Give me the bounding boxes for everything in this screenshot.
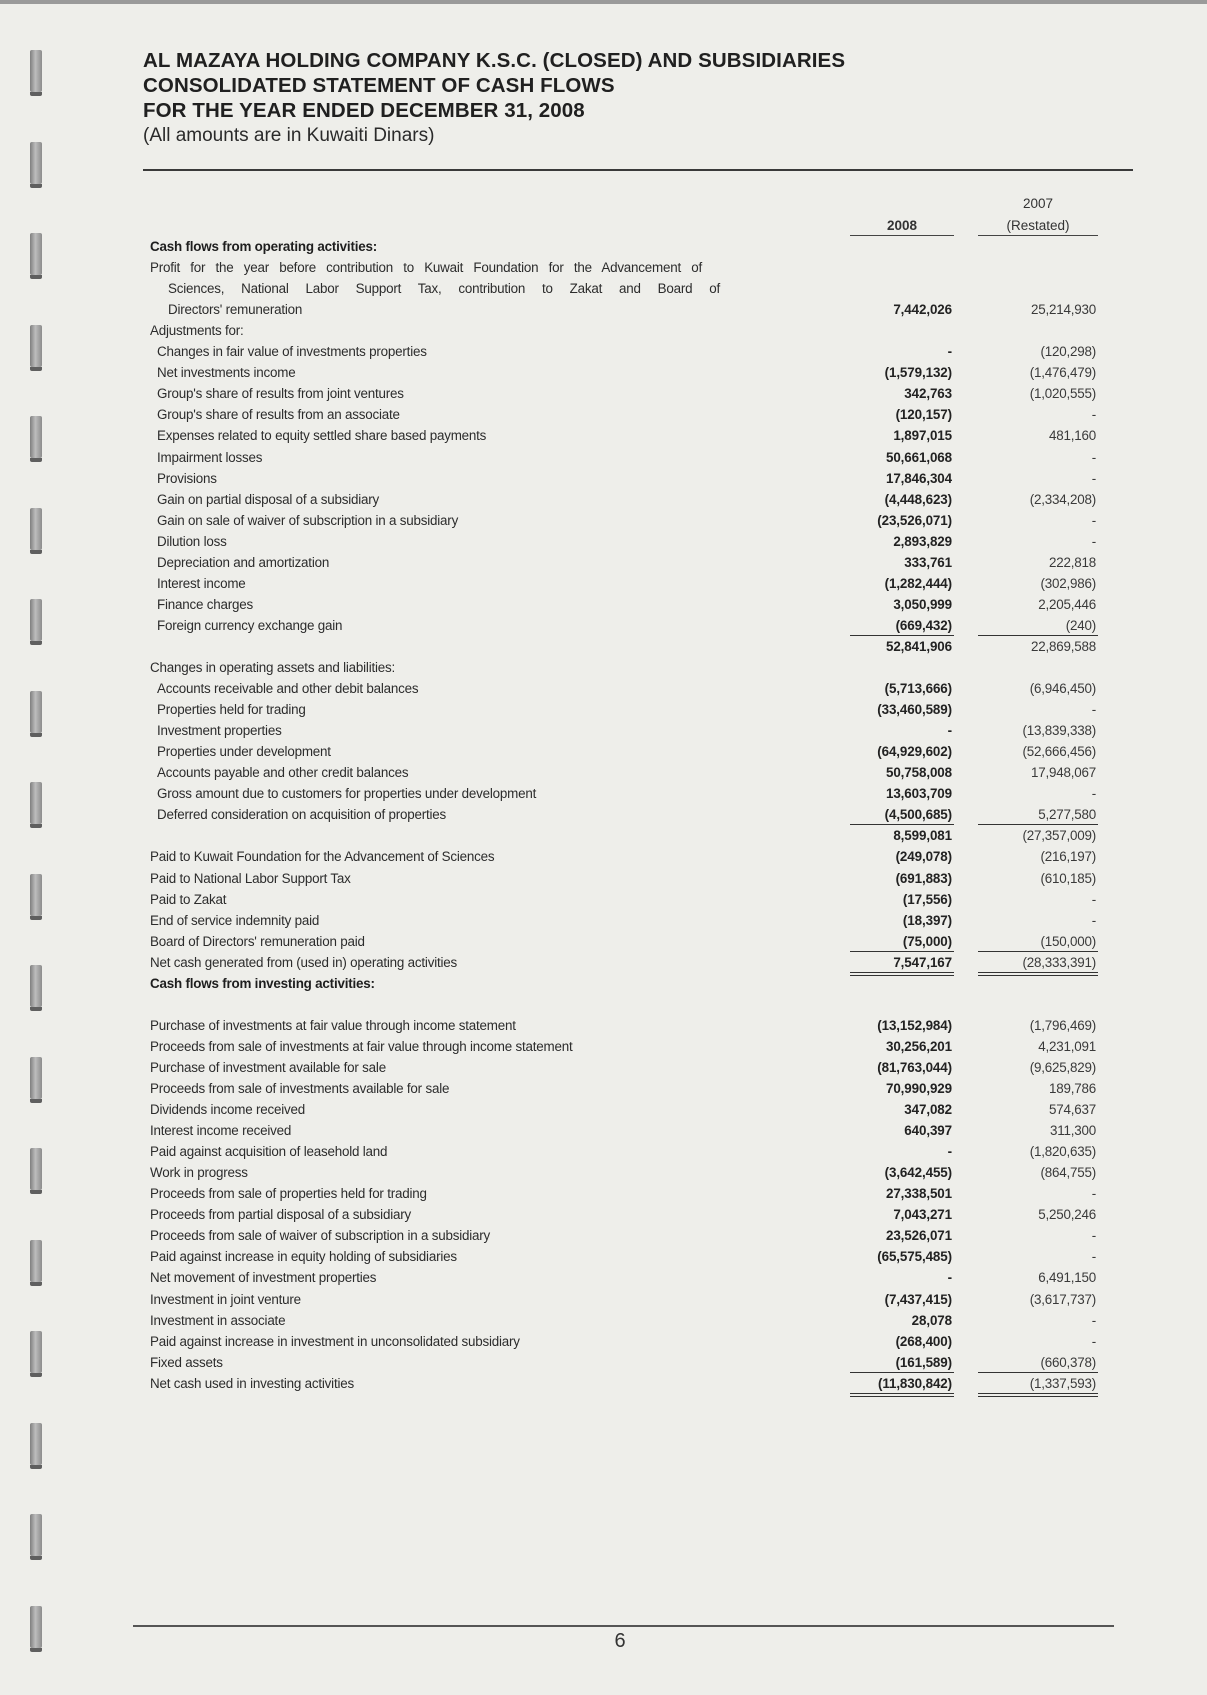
row-label: Net movement of investment properties [150,1270,377,1286]
table-row [0,847,1207,867]
value-2007: (1,337,593) [1029,1375,1096,1391]
value-2008: 8,599,081 [893,828,952,844]
value-2007: 25,214,930 [1030,302,1096,318]
value-2008: 50,758,008 [885,765,952,781]
value-2007: - [1091,449,1096,465]
row-label: Interest income [157,575,246,591]
row-label: Finance charges [157,596,253,612]
value-2008: - [947,1144,952,1160]
value-2008: (4,448,623) [884,491,952,507]
table-row [0,1100,1207,1120]
value-2008: (5,713,666) [884,681,952,697]
value-2008: 70,990,929 [885,1081,952,1096]
row-label: Investment in associate [150,1312,286,1328]
table-row [0,321,1207,341]
row-label: Proceeds from sale of investments available for sale [150,1081,450,1096]
table-row [0,490,1207,510]
table-row [0,890,1207,910]
table-row [0,932,1207,952]
table-row [0,384,1207,404]
row-label: Properties under development [157,744,331,760]
table-row [0,911,1207,931]
row-label: Paid to Kuwait Foundation for the Advancement of Sciences [150,849,495,865]
table-row [0,637,1207,657]
row-label: Gain on partial disposal of a subsidiary [157,491,380,507]
table-row [0,237,1207,257]
row-label: Expenses related to equity settled share based payments [157,428,487,444]
value-2008: 30,256,201 [885,1038,952,1054]
value-2008: 640,397 [904,1123,952,1139]
table-row [0,1290,1207,1310]
value-2007: 2,205,446 [1038,596,1096,612]
value-2007: (1,796,469) [1029,1017,1096,1033]
row-label: Paid against increase in equity holding of subsidiaries [150,1249,457,1265]
row-label: Gross amount due to customers for properties under development [157,786,537,802]
table-row [0,953,1207,973]
table-row [0,553,1207,573]
row-label: Paid against acquisition of leasehold land [150,1144,388,1160]
value-2007: 481,160 [1048,428,1096,444]
row-label: Adjustments for: [150,323,244,339]
value-2008: (64,929,602) [877,744,952,760]
row-label: Cash flows from operating activities: [150,239,377,254]
value-2008: (81,763,044) [877,1059,952,1075]
value-2008: 2,893,829 [893,533,952,549]
value-2008: (11,830,842) [878,1375,952,1391]
row-label: Properties held for trading [157,702,306,718]
row-label: Accounts receivable and other debit balances [157,681,419,697]
row-label: Interest income received [150,1123,292,1139]
row-label: Foreign currency exchange gain [157,617,343,633]
value-2007: (1,820,635) [1029,1144,1096,1160]
value-2007: - [1091,912,1096,928]
row-label: Net cash generated from (used in) operating activities [150,954,458,970]
value-2008: (13,152,984) [877,1017,952,1033]
table-row [0,658,1207,678]
value-2007: (660,378) [1040,1354,1096,1370]
value-2008: (75,000) [902,933,952,949]
row-label: Group's share of results from joint ventures [157,386,404,402]
row-label: Net cash used in investing activities [150,1375,354,1391]
value-2008: 52,841,906 [885,638,952,654]
value-2007: - [1091,702,1096,718]
value-2008: 50,661,068 [885,449,952,465]
value-2008: (3,642,455) [884,1165,952,1181]
table-row [0,1142,1207,1162]
table-row [0,1247,1207,1267]
value-2008: 28,078 [911,1312,952,1328]
value-2007: - [1091,891,1096,907]
value-2007: 22,869,588 [1030,638,1096,654]
value-2007: (2,334,208) [1029,491,1096,507]
table-row [0,1058,1207,1078]
value-2007: - [1091,1333,1096,1349]
value-2007: 5,250,246 [1038,1207,1096,1223]
table-row [0,405,1207,425]
row-label: End of service indemnity paid [150,912,320,928]
value-2007: (120,298) [1040,344,1096,360]
value-2007: (3,617,737) [1029,1291,1096,1307]
value-2007: (52,666,456) [1022,744,1096,760]
row-label: Investment in joint venture [150,1291,301,1307]
value-2008: (17,556) [902,891,952,907]
value-2007: 4,231,091 [1038,1038,1096,1054]
value-2008: (65,575,485) [877,1249,952,1265]
value-2007: (1,476,479) [1029,365,1096,381]
table-row [0,1037,1207,1057]
row-label: Paid against increase in investment in unconsolidated subsidiary [150,1333,520,1349]
value-2007: (27,357,009) [1022,828,1096,844]
value-2007: 311,300 [1049,1123,1096,1139]
value-2007: (240) [1065,617,1096,633]
company-name: AL MAZAYA HOLDING COMPANY K.S.C. (CLOSED) AND SUBSIDIARIES [143,49,846,72]
table-row [0,1268,1207,1288]
row-label: Impairment losses [157,449,263,465]
table-row [0,342,1207,362]
statement-title: CONSOLIDATED STATEMENT OF CASH FLOWS [143,74,615,97]
value-2008: (18,397) [902,912,952,928]
row-label: Deferred consideration on acquisition of properties [157,807,447,823]
value-2008: 7,547,167 [893,954,952,970]
value-2008: 13,603,709 [885,786,952,802]
value-2007: 574,637 [1048,1102,1096,1118]
value-2007: - [1091,512,1096,528]
value-2008: (691,883) [895,870,952,886]
row-label: Paid to Zakat [150,891,227,907]
value-2007: 5,277,580 [1038,807,1096,823]
row-label: Dilution loss [157,533,227,549]
value-2007: - [1091,1249,1096,1265]
row-label: Gain on sale of waiver of subscription in a subsidiary [157,512,459,528]
footer-rule [133,1625,1114,1627]
value-2008: (7,437,415) [884,1291,952,1307]
subtotal-rule [850,1372,954,1373]
table-row [0,995,1207,1015]
value-2008: - [947,344,952,360]
value-2008: 7,043,271 [893,1207,952,1223]
row-label: Directors' remuneration [168,302,303,318]
row-label: Sciences, National Labor Support Tax, contribution to Zakat and Board of [168,281,720,297]
table-row [0,742,1207,762]
table-row [0,469,1207,489]
value-2008: 347,082 [904,1102,952,1118]
table-row [0,1374,1207,1394]
subtotal-rule [850,635,954,636]
row-label: Profit for the year before contribution to Kuwait Foundation for the Advancement of [150,260,702,276]
row-label: Purchase of investments at fair value through income statement [150,1017,516,1033]
row-label: Proceeds from sale of properties held for trading [150,1186,427,1202]
value-2008: 23,526,071 [885,1228,952,1244]
total-double-rule [978,1393,1098,1397]
page-number: 6 [614,1630,626,1652]
table-row [0,1163,1207,1183]
subtotal-rule [978,951,1098,952]
table-row [0,1205,1207,1225]
value-2007: 17,948,067 [1030,765,1096,781]
table-row [0,784,1207,804]
value-2008: (1,282,444) [884,575,952,591]
value-2008: 17,846,304 [885,470,952,486]
row-label: Paid to National Labor Support Tax [150,870,351,886]
row-label: Accounts payable and other credit balances [157,765,409,781]
value-2007: (1,020,555) [1029,386,1096,402]
value-2007: (864,755) [1040,1165,1096,1181]
table-row [0,1311,1207,1331]
value-2008: 7,442,026 [893,302,952,318]
value-2008: (268,400) [895,1333,952,1349]
row-label: Proceeds from sale of investments at fair value through income statement [150,1038,573,1054]
table-row [0,869,1207,889]
value-2007: 6,491,150 [1038,1270,1096,1286]
table-row [0,595,1207,615]
value-2007: - [1091,786,1096,802]
row-label: Net investments income [157,365,296,381]
value-2007: - [1091,1312,1096,1328]
value-2007: 222,818 [1048,554,1096,570]
table-row [0,1332,1207,1352]
table-row [0,1016,1207,1036]
table-row [0,1353,1207,1373]
column-header-2007: 2007 [1022,196,1054,211]
value-2007: - [1091,407,1096,423]
table-row [0,616,1207,636]
column-header-restated: (Restated) [1006,218,1070,233]
subtotal-rule [978,635,1098,636]
value-2007: - [1091,1228,1096,1244]
value-2007: - [1091,533,1096,549]
value-2007: (6,946,450) [1029,681,1096,697]
value-2008: - [947,1270,952,1286]
value-2008: 333,761 [904,554,952,570]
row-label: Group's share of results from an associate [157,407,400,423]
value-2008: 342,763 [904,386,952,402]
row-label: Changes in fair value of investments properties [157,344,427,360]
value-2008: (120,157) [895,407,952,423]
value-2008: (4,500,685) [884,807,952,823]
row-label: Board of Directors' remuneration paid [150,933,365,949]
value-2007: (216,197) [1040,849,1096,865]
value-2007: 189,786 [1048,1081,1096,1096]
value-2007: (150,000) [1040,933,1096,949]
row-label: Changes in operating assets and liabilities: [150,660,396,675]
row-label: Cash flows from investing activities: [150,975,375,991]
value-2008: 1,897,015 [893,428,952,444]
total-double-rule [850,1393,954,1397]
row-label: Purchase of investment available for sale [150,1059,386,1075]
table-row [0,532,1207,552]
table-row [0,721,1207,741]
value-2007: (13,839,338) [1022,723,1096,739]
row-label: Work in progress [150,1165,248,1181]
value-2008: (249,078) [895,849,952,865]
table-row [0,763,1207,783]
value-2008: 27,338,501 [885,1186,952,1202]
value-2008: (669,432) [895,617,952,633]
value-2007: (302,986) [1040,575,1096,591]
table-row [0,1226,1207,1246]
value-2008: (33,460,589) [877,702,952,718]
row-label: Investment properties [157,723,282,739]
row-label: Dividends income received [150,1102,306,1118]
table-row [0,258,1207,278]
value-2007: (9,625,829) [1029,1059,1096,1075]
row-label: Proceeds from partial disposal of a subsidiary [150,1207,411,1223]
table-row [0,679,1207,699]
row-label: Provisions [157,470,217,486]
value-2008: - [947,723,952,739]
row-label: Proceeds from sale of waiver of subscription in a subsidiary [150,1228,491,1244]
subtotal-rule [850,824,954,825]
table-row [0,1079,1207,1099]
value-2007: - [1091,470,1096,486]
table-row [0,826,1207,846]
table-row [0,574,1207,594]
value-2008: (161,589) [895,1354,952,1370]
table-row [0,448,1207,468]
currency-note: (All amounts are in Kuwaiti Dinars) [143,125,435,146]
table-row [0,974,1207,994]
table-row [0,1184,1207,1204]
table-row [0,805,1207,825]
subtotal-rule [978,1372,1098,1373]
column-header-2008: 2008 [886,218,918,233]
row-label: Depreciation and amortization [157,554,330,570]
table-row [0,279,1207,299]
table-row [0,1121,1207,1141]
table-row [0,363,1207,383]
subtotal-rule [978,824,1098,825]
subtotal-rule [850,951,954,952]
value-2007: (610,185) [1040,870,1096,886]
row-label: Fixed assets [150,1354,223,1370]
value-2007: - [1091,1186,1096,1202]
table-row [0,511,1207,531]
table-row [0,700,1207,720]
value-2008: (1,579,132) [884,365,952,381]
value-2008: 3,050,999 [893,596,952,612]
table-row [0,300,1207,320]
table-row [0,426,1207,446]
statement-period: FOR THE YEAR ENDED DECEMBER 31, 2008 [143,99,585,122]
value-2008: (23,526,071) [877,512,952,528]
value-2007: (28,333,391) [1022,954,1096,970]
